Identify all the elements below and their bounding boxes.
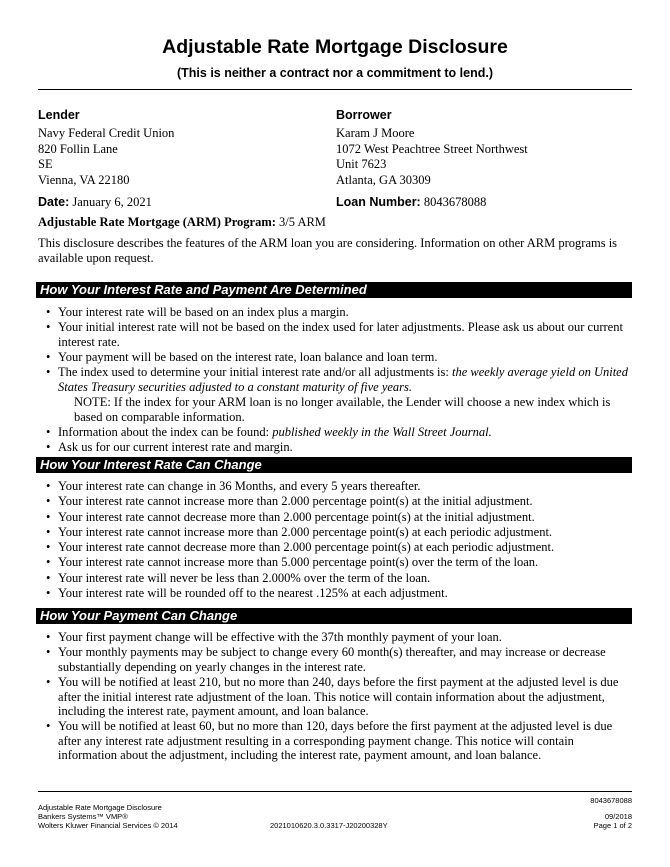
section-list-payment-change [46, 630, 632, 764]
list-item: • You will be notified at least 210, but no more than 240, days before the first payment at the adjusted level is due after the initial interest rate adjustment of the loan. This notice will contain information about the adjustment, including the interest rate, payment amount, and loan balance. [46, 675, 619, 719]
intro-paragraph: This disclosure describes the features of the ARM loan you are considering. Information on other ARM programs is available upon request. [38, 236, 618, 265]
borrower-city: Atlanta, GA 30309 [336, 172, 431, 187]
lender-city: Vienna, VA 22180 [38, 172, 130, 187]
list-item: • Your first payment change will be effective with the 37th monthly payment of your loan. [46, 630, 502, 644]
list-item: • The index used to determine your initial interest rate and/or all adjustments is: the weekly average yield on United States Treasury securities adjusted to a constant maturity of five years. [46, 365, 628, 394]
lender-name: Navy Federal Credit Union [38, 126, 175, 140]
date-line [38, 195, 152, 210]
section-list-determined [46, 305, 632, 456]
section-list-rate-change [46, 479, 632, 601]
section-heading-payment-change: How Your Payment Can Change [36, 608, 632, 624]
borrower-address [336, 126, 528, 188]
lender-address [38, 126, 174, 188]
list-item: • Your interest rate cannot increase more than 5.000 percentage point(s) over the term of the loan. [46, 555, 539, 570]
program-label: Adjustable Rate Mortgage (ARM) Program: [38, 215, 276, 229]
loan-number-label: Loan Number: [336, 195, 421, 209]
lender-street-2: SE [38, 157, 53, 171]
borrower-unit: Unit 7623 [336, 157, 387, 171]
page-subtitle: (This is neither a contract nor a commitment to lend.) [176, 66, 493, 80]
list-item: • Your payment will be based on the interest rate, loan balance and loan term. [46, 350, 438, 365]
list-item: • Your interest rate will be rounded off to the nearest .125% at each adjustment. [46, 586, 448, 601]
list-item: • Your monthly payments may be subject to change every 60 month(s) thereafter, and may increase or decrease substantially depending on yearly changes in the interest rate. [46, 645, 606, 674]
footer-form-date: 09/2018 [604, 812, 632, 821]
lender-heading: Lender [38, 108, 80, 122]
footer-page-info [594, 812, 632, 830]
index-note: NOTE: If the index for your ARM loan is no longer available, the Lender will choose a new index which is based on comparable information. [74, 395, 611, 424]
section-heading-rate-change: How Your Interest Rate Can Change [36, 457, 632, 473]
borrower-name: Karam J Moore [336, 126, 415, 140]
list-item: • Ask us for our current interest rate and margin. [46, 440, 293, 455]
list-item: • Your interest rate can change in 36 Months, and every 5 years thereafter. [46, 479, 421, 493]
list-item: • Your interest rate cannot increase more than 2.000 percentage point(s) at the initial adjustment. [46, 494, 533, 509]
list-item: • Your interest rate cannot increase more than 2.000 percentage point(s) at each periodic adjustment. [46, 524, 553, 539]
borrower-heading: Borrower [336, 108, 392, 122]
list-item: • Your interest rate will never be less than 2.000% over the term of the loan. [46, 570, 431, 585]
list-item: • Your interest rate cannot decrease more than 2.000 percentage point(s) at the initial adjustment. [46, 509, 535, 524]
header-divider [38, 89, 632, 90]
page-title: Adjustable Rate Mortgage Disclosure [162, 36, 508, 58]
list-item: • Your interest rate will be based on an index plus a margin. [46, 305, 349, 319]
program-value: 3/5 ARM [279, 215, 326, 229]
footer-copyright: Wolters Kluwer Financial Services © 2014 [38, 821, 178, 830]
section-heading-determined: How Your Interest Rate and Payment Are Determined [36, 282, 632, 298]
footer-vendor: Bankers Systems™ VMP® [38, 812, 128, 821]
borrower-street: 1072 West Peachtree Street Northwest [336, 141, 528, 156]
footer-form-name: Adjustable Rate Mortgage Disclosure [38, 803, 162, 812]
footer-doc-code: 2021010620.3.0.3317-J20200328Y [270, 821, 388, 830]
footer-form-info [38, 803, 178, 830]
loan-number-value: 8043678088 [423, 195, 487, 209]
date-value: January 6, 2021 [72, 195, 152, 209]
footer-page-number: Page 1 of 2 [593, 821, 632, 830]
list-item: • Your interest rate cannot decrease more than 2.000 percentage point(s) at each periodic adjustment. [46, 540, 555, 555]
footer-divider [38, 791, 632, 792]
date-label: Date: [38, 195, 70, 209]
program-line [38, 215, 326, 230]
list-item: • You will be notified at least 60, but no more than 120, days before the first payment at the adjusted level is due after any interest rate adjustment resulting in a corresponding payment change. This notice will contain information about the adjustment, including the interest rate, payment amount, and loan balance. [46, 719, 613, 763]
list-item: • Your initial interest rate will not be based on the index used for later adjustments. Please ask us about our current interest rate. [46, 320, 623, 349]
loan-number-line [336, 195, 486, 210]
footer-loan-number: 8043678088 [590, 796, 632, 805]
list-item: • Information about the index can be found: published weekly in the Wall Street Journal. [46, 424, 492, 439]
lender-street: 820 Follin Lane [38, 141, 118, 156]
